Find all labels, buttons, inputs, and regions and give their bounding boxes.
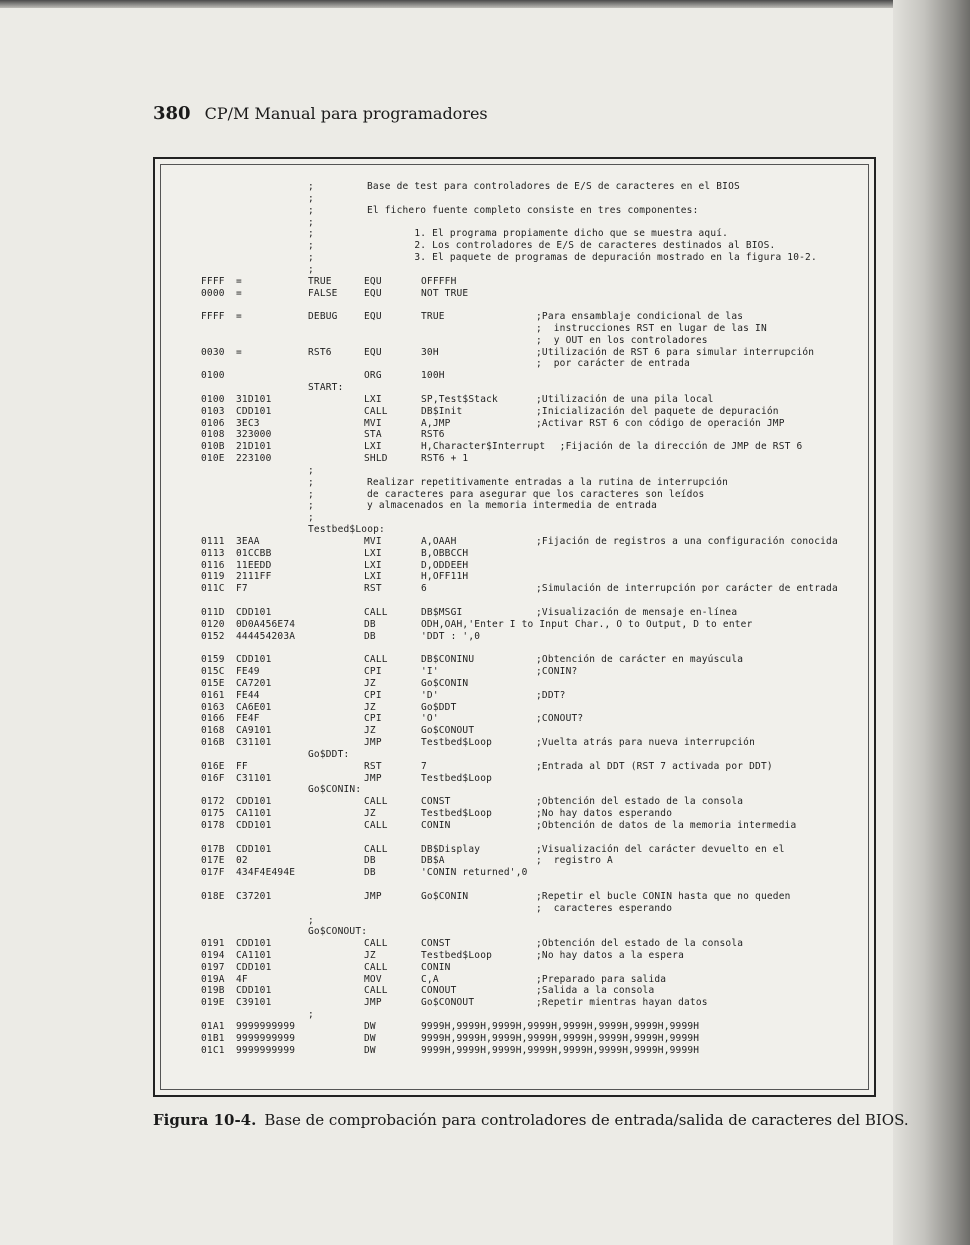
listing-arg: Go$CONOUT	[421, 997, 475, 1009]
listing-addr: 0159	[201, 654, 225, 666]
listing-op: DW	[364, 1044, 376, 1056]
listing-arg: CONOUT	[421, 985, 457, 997]
listing-op: DW	[364, 1032, 376, 1044]
listing-op: JMP	[364, 737, 382, 748]
listing-addr: 015E	[201, 677, 225, 689]
listing-code: 02	[236, 855, 248, 867]
listing-addr: 016F	[201, 772, 225, 784]
listing-op: CPI	[364, 666, 382, 677]
listing-addr: 0106	[201, 417, 225, 429]
listing-addr: 017F	[201, 867, 225, 879]
listing-addr: FFFF	[201, 275, 225, 287]
listing-comment: ;Obtención de carácter en mayúscula	[536, 654, 744, 666]
listing-comment: ;Entrada al DDT (RST 7 activada por DDT)	[536, 760, 773, 772]
listing-code: =	[236, 287, 242, 299]
listing-op: RST	[364, 760, 382, 772]
listing-arg: Go$CONOUT	[421, 725, 475, 737]
listing-arg: 1. El programa propiamente dicho que se muestra aquí.	[367, 228, 729, 240]
listing-arg: DB$Display	[421, 843, 481, 855]
listing-label: Go$CONIN:	[308, 784, 362, 796]
listing-arg: DB$A	[421, 855, 445, 867]
listing-arg: A,JMP	[421, 417, 451, 429]
listing-arg: 'I'	[421, 666, 439, 677]
listing-op: JMP	[364, 890, 382, 902]
listing-op: CALL	[364, 961, 388, 973]
listing-addr: 016E	[201, 760, 225, 772]
listing-addr: 0191	[201, 938, 225, 950]
listing-arg: y almacenados en la memoria intermedia de entrada	[367, 500, 658, 512]
listing-op: SHLD	[364, 453, 388, 465]
listing-addr: 0197	[201, 961, 225, 973]
listing-code: FF	[236, 760, 248, 772]
listing-addr: FFFF	[201, 311, 225, 323]
listing-arg: CONIN	[421, 819, 451, 831]
listing-code: FE4F	[236, 713, 260, 725]
listing-code: 434F4E494E	[236, 867, 296, 879]
listing-arg: Testbed$Loop	[421, 737, 493, 748]
listing-label: Testbed$Loop:	[308, 524, 385, 536]
listing-arg: 'O'	[421, 713, 439, 725]
listing-arg: 2. Los controladores de E/S de caracteres destinados al BIOS.	[367, 240, 776, 252]
listing-op: MVI	[364, 535, 382, 547]
listing-comment: ; por carácter de entrada	[536, 358, 690, 370]
listing-code: C39101	[236, 997, 272, 1009]
listing-op: CPI	[364, 689, 382, 701]
listing-addr: 019A	[201, 973, 225, 985]
listing-addr: 01A1	[201, 1020, 225, 1032]
listing-code: CA1101	[236, 808, 272, 819]
listing-op: ORG	[364, 370, 382, 382]
listing-comment: ;Para ensamblaje condicional de las	[536, 311, 744, 323]
listing-code: 9999999999	[236, 1032, 296, 1044]
listing-code: CDD101	[236, 961, 272, 973]
listing-code: 9999999999	[236, 1044, 296, 1056]
listing-arg: Base de test para controladores de E/S de caracteres en el BIOS	[367, 181, 740, 192]
listing-addr: 017E	[201, 855, 225, 867]
listing-code: CDD101	[236, 654, 272, 666]
listing-op: LXI	[364, 571, 382, 583]
listing-code: =	[236, 346, 242, 358]
listing-arg: TRUE	[421, 311, 445, 323]
listing-code: CDD101	[236, 819, 272, 831]
listing-op: EQU	[364, 311, 382, 323]
listing-label: ;	[308, 228, 314, 240]
listing-label: ;	[308, 204, 314, 216]
listing-op: MVI	[364, 417, 382, 429]
listing-op: JMP	[364, 997, 382, 1009]
listing-label: RST6	[308, 346, 332, 358]
listing-comment: ;No hay datos a la espera	[536, 950, 684, 961]
listing-addr: 0120	[201, 618, 225, 630]
listing-addr: 0116	[201, 559, 225, 571]
listing-addr: 011C	[201, 583, 225, 595]
listing-addr: 0119	[201, 571, 225, 583]
listing-op: DB	[364, 867, 376, 879]
listing-code: 223100	[236, 453, 272, 465]
listing-label: ;	[308, 464, 314, 476]
listing-addr: 01C1	[201, 1044, 225, 1056]
listing-comment: ;Salida a la consola	[536, 985, 655, 997]
listing-code: 4F	[236, 973, 248, 985]
listing-code: CDD101	[236, 405, 272, 417]
listing-arg: DB$CONINU	[421, 654, 475, 666]
listing-arg: OFFFFH	[421, 275, 457, 287]
listing-code: CDD101	[236, 606, 272, 618]
listing-addr: 019B	[201, 985, 225, 997]
listing-code: CDD101	[236, 796, 272, 808]
listing-code: =	[236, 275, 242, 287]
listing-comment: ;Inicialización del paquete de depuración	[536, 405, 779, 417]
listing-arg: El fichero fuente completo consiste en tres componentes:	[367, 204, 699, 216]
listing-code: C31101	[236, 737, 272, 748]
listing-arg: Testbed$Loop	[421, 808, 493, 819]
listing-op: EQU	[364, 346, 382, 358]
listing-op: JZ	[364, 677, 376, 689]
listing-code: CA6E01	[236, 701, 272, 713]
listing-comment: ;Simulación de interrupción por carácter de entrada	[536, 583, 838, 595]
listing-code: 444454203A	[236, 630, 296, 642]
listing-code: 3EAA	[236, 535, 260, 547]
listing-code: 21D101	[236, 441, 272, 453]
listing-code: CA7201	[236, 677, 272, 689]
listing-label: Go$DDT:	[308, 748, 350, 760]
listing-arg: D,ODDEEH	[421, 559, 469, 571]
listing-label: ;	[308, 181, 314, 192]
listing-op: LXI	[364, 547, 382, 559]
listing-code: 323000	[236, 429, 272, 441]
listing-addr: 0166	[201, 713, 225, 725]
listing-comment: ; y OUT en los controladores	[536, 334, 708, 346]
listing-comment: ;Obtención del estado de la consola	[536, 938, 744, 950]
listing-comment: ;CONIN?	[536, 666, 578, 677]
listing-arg: Testbed$Loop	[421, 772, 493, 784]
listing-arg: Testbed$Loop	[421, 950, 493, 961]
listing-comment: ;CONOUT?	[536, 713, 584, 725]
listing-comment: ; registro A	[536, 855, 613, 867]
listing-code: 31D101	[236, 393, 272, 405]
listing-comment: ;DDT?	[536, 689, 566, 701]
listing-addr: 0168	[201, 725, 225, 737]
listing-addr: 0178	[201, 819, 225, 831]
listing-arg: C,A	[421, 973, 439, 985]
listing-addr: 010E	[201, 453, 225, 465]
listing-arg: DB$MSGI	[421, 606, 463, 618]
listing-addr: 018E	[201, 890, 225, 902]
listing-addr: 0163	[201, 701, 225, 713]
listing-code: 0D0A456E74	[236, 618, 296, 630]
listing-label: ;	[308, 476, 314, 488]
listing-op: EQU	[364, 287, 382, 299]
listing-arg: 7	[421, 760, 427, 772]
listing-op: LXI	[364, 441, 382, 453]
running-title: CP/M Manual para programadores	[204, 104, 488, 123]
listing-code: CDD101	[236, 938, 272, 950]
listing-code: 11EEDD	[236, 559, 272, 571]
listing-label: ;	[308, 512, 314, 524]
listing-comment: ;Activar RST 6 con código de operación JMP	[536, 417, 785, 429]
listing-arg: RST6 + 1	[421, 453, 469, 465]
listing-op: CALL	[364, 796, 388, 808]
listing-arg: CONST	[421, 796, 451, 808]
listing-arg: de caracteres para asegurar que los caracteres son leídos	[367, 488, 705, 500]
listing-comment: ;Repetir mientras hayan datos	[536, 997, 708, 1009]
figure-caption	[153, 1111, 909, 1129]
listing-op: JZ	[364, 701, 376, 713]
listing-code: CDD101	[236, 843, 272, 855]
listing-label: ;	[308, 1009, 314, 1021]
listing-comment: ; caracteres esperando	[536, 902, 673, 914]
listing-op: DB	[364, 855, 376, 867]
listing-arg: CONST	[421, 938, 451, 950]
listing-addr: 010B	[201, 441, 225, 453]
listing-addr: 01B1	[201, 1032, 225, 1044]
listing-code: C37201	[236, 890, 272, 902]
listing-addr: 0161	[201, 689, 225, 701]
listing-op: CALL	[364, 843, 388, 855]
listing-comment: ;Obtención de datos de la memoria intermedia	[536, 819, 797, 831]
listing-code: FE49	[236, 666, 260, 677]
listing-label: ;	[308, 216, 314, 228]
listing-op: CALL	[364, 985, 388, 997]
listing-arg: H,Character$Interrupt	[421, 441, 546, 453]
listing-comment: ;Vuelta atrás para nueva interrupción	[536, 737, 756, 748]
listing-op: MOV	[364, 973, 382, 985]
listing-label: Go$CONOUT:	[308, 926, 368, 938]
listing-addr: 016B	[201, 737, 225, 748]
listing-addr: 0111	[201, 535, 225, 547]
listing-arg: 100H	[421, 370, 445, 382]
listing-op: DW	[364, 1020, 376, 1032]
listing-op: EQU	[364, 275, 382, 287]
listing-code: CA1101	[236, 950, 272, 961]
figure-caption-text: Base de comprobación para controladores de entrada/salida de caracteres del BIOS.	[264, 1111, 909, 1129]
figure-label: Figura 10-4.	[153, 1111, 257, 1129]
listing-op: RST	[364, 583, 382, 595]
listing-code: FE44	[236, 689, 260, 701]
listing-op: CALL	[364, 405, 388, 417]
listing-code: 2111FF	[236, 571, 272, 583]
listing-arg: B,OBBCCH	[421, 547, 469, 559]
listing-arg: RST6	[421, 429, 445, 441]
listing-arg: Go$CONIN	[421, 677, 469, 689]
listing-arg: 9999H,9999H,9999H,9999H,9999H,9999H,9999H,9999H	[421, 1032, 700, 1044]
listing-comment: ; instrucciones RST en lugar de las IN	[536, 323, 767, 334]
listing-arg: Go$CONIN	[421, 890, 469, 902]
listing-code: CA9101	[236, 725, 272, 737]
listing-addr: 0000	[201, 287, 225, 299]
listing-addr: 0030	[201, 346, 225, 358]
listing-comment: ;Utilización de RST 6 para simular interrupción	[536, 346, 815, 358]
listing-arg: ODH,OAH,'Enter I to Input Char., O to Output, D to enter	[421, 618, 753, 630]
listing-label: DEBUG	[308, 311, 338, 323]
listing-addr: 017B	[201, 843, 225, 855]
listing-label: ;	[308, 240, 314, 252]
listing-op: STA	[364, 429, 382, 441]
listing-addr: 011D	[201, 606, 225, 618]
listing-label: ;	[308, 488, 314, 500]
listing-arg: Go$DDT	[421, 701, 457, 713]
listing-label: FALSE	[308, 287, 338, 299]
listing-op: CALL	[364, 938, 388, 950]
listing-code: 3EC3	[236, 417, 260, 429]
listing-arg: 6	[421, 583, 427, 595]
listing-comment: ;Fijación de la dirección de JMP de RST 6	[536, 441, 803, 453]
listing-comment: ;No hay datos esperando	[536, 808, 673, 819]
listing-op: JZ	[364, 950, 376, 961]
listing-addr: 0152	[201, 630, 225, 642]
listing-comment: ;Utilización de una pila local	[536, 393, 714, 405]
listing-arg: 9999H,9999H,9999H,9999H,9999H,9999H,9999H,9999H	[421, 1020, 700, 1032]
listing-label: ;	[308, 252, 314, 263]
listing-label: ;	[308, 263, 314, 275]
listing-op: JZ	[364, 725, 376, 737]
listing-addr: 0172	[201, 796, 225, 808]
listing-arg: DB$Init	[421, 405, 463, 417]
listing-op: CPI	[364, 713, 382, 725]
listing-arg: 9999H,9999H,9999H,9999H,9999H,9999H,9999H,9999H	[421, 1044, 700, 1056]
listing-addr: 015C	[201, 666, 225, 677]
listing-arg: 'DDT : ',0	[421, 630, 481, 642]
listing-code: C31101	[236, 772, 272, 784]
listing-comment: ;Fijación de registros a una configuración conocida	[536, 535, 838, 547]
listing-label: ;	[308, 500, 314, 512]
listing-arg: A,OAAH	[421, 535, 457, 547]
listing-op: CALL	[364, 654, 388, 666]
listing-arg: CONIN	[421, 961, 451, 973]
listing-addr: 0113	[201, 547, 225, 559]
listing-label: ;	[308, 192, 314, 204]
listing-arg: 'D'	[421, 689, 439, 701]
listing-comment: ;Repetir el bucle CONIN hasta que no queden	[536, 890, 791, 902]
listing-arg: Realizar repetitivamente entradas a la rutina de interrupción	[367, 476, 729, 488]
listing-arg: NOT TRUE	[421, 287, 469, 299]
listing-addr: 0194	[201, 950, 225, 961]
listing-comment: ;Visualización de mensaje en-línea	[536, 606, 738, 618]
listing-code: F7	[236, 583, 248, 595]
listing-arg: SP,Test$Stack	[421, 393, 498, 405]
listing-arg: 'CONIN returned',0	[421, 867, 528, 879]
listing-label: START:	[308, 382, 344, 394]
listing-op: JZ	[364, 808, 376, 819]
listing-op: CALL	[364, 606, 388, 618]
listing-code: =	[236, 311, 242, 323]
listing-comment: ;Preparado para salida	[536, 973, 667, 985]
listing-addr: 0100	[201, 393, 225, 405]
listing-op: DB	[364, 618, 376, 630]
listing-label: TRUE	[308, 275, 332, 287]
listing-addr: 0100	[201, 370, 225, 382]
listing-code: 9999999999	[236, 1020, 296, 1032]
listing-comment: ;Obtención del estado de la consola	[536, 796, 744, 808]
listing-op: LXI	[364, 393, 382, 405]
listing-label: ;	[308, 914, 314, 926]
listing-addr: 0103	[201, 405, 225, 417]
listing-addr: 0108	[201, 429, 225, 441]
listing-arg: 3. El paquete de programas de depuración mostrado en la figura 10-2.	[367, 252, 817, 263]
page-number: 380	[153, 103, 191, 124]
listing-comment: ;Visualización del carácter devuelto en el	[536, 843, 785, 855]
listing-code: 01CCBB	[236, 547, 272, 559]
listing-op: LXI	[364, 559, 382, 571]
listing-op: CALL	[364, 819, 388, 831]
listing-arg: 30H	[421, 346, 439, 358]
listing-arg: H,OFF11H	[421, 571, 469, 583]
listing-code: CDD101	[236, 985, 272, 997]
listing-op: DB	[364, 630, 376, 642]
listing-addr: 0175	[201, 808, 225, 819]
listing-op: JMP	[364, 772, 382, 784]
listing-addr: 019E	[201, 997, 225, 1009]
